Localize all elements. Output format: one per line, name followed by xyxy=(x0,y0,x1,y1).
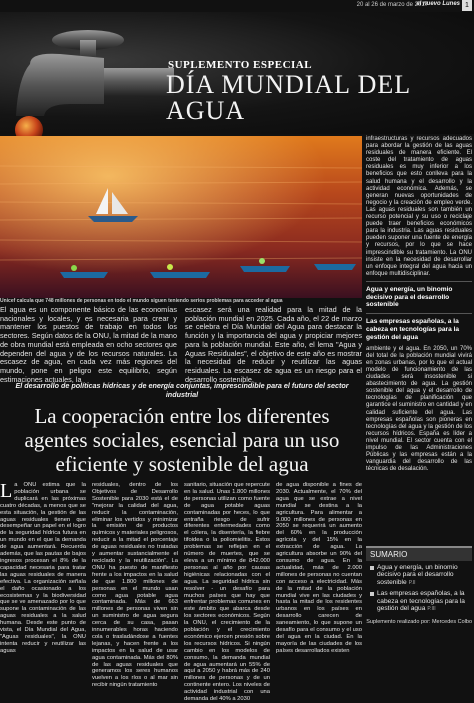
summary-item-page: P.II xyxy=(408,579,416,586)
lead-paragraph xyxy=(0,306,362,382)
supplement-credit: Suplemento realizado por: Mercedes Colbo xyxy=(366,619,472,626)
summary-item[interactable] xyxy=(370,590,472,613)
divider xyxy=(366,281,472,282)
lead-photo xyxy=(0,136,362,298)
body-column-2: residuales, dentro de los Objetivos de Desarrollo Sostenible para 2030 está el de "mejorar la calidad del agua, reducir la contaminación, eliminar los vertidos y minimizar la emisión de productos químicos y materiales peligrosos, reducir a la mitad el porcentaje de aguas residuales no tratadas y aumentar sustancialmente el reciclado y la reutilización". La ONU ha puesto de manifiesto frente a los impactos en la salud de que 1.800 millones de personas en el mundo usan como agua potable agua contaminada. Más de 663 millones de personas viven sin un suministro de agua segura cerca de su casa, pasan innumerables horas haciendo cola o trasladándose a fuentes lejanas, y hacen frente a los impactos en la salud de usar agua contaminada. Más del 80% de las aguas residuales que generamos los seres humanos vuelven a los ríos o al mar sin recibir ningún tratamiento xyxy=(92,482,178,689)
body-column-1 xyxy=(0,482,86,668)
article-headline: La cooperación entre los diferentes agentes sociales, esencial para un uso eficiente y sostenible del agua xyxy=(24,404,340,476)
summary-item[interactable] xyxy=(370,564,472,587)
summary-item-text: Las empresas españolas, a la cabeza en tecnologías para la gestión del agua xyxy=(377,590,465,613)
body-column-4: de agua disponible a fines de 2030. Actualmente, el 70% del agua que se extrae a nivel mundial se destina a la agricultura. Para alimentar a 9.000 millones de personas en 2050 se requerirá un aumento del 60% en la producción agrícola y del 15% en la extracción de agua. La agricultura absorbe un 90% del consumo de agua. En la actualidad, más de 2.000 millones de personas no cuentan con acceso a electricidad. Más de la mitad de la población mundial vive en las ciudades y hasta la mitad de los residentes urbanos en los países en desarrollo carecen de saneamiento, lo que supone un desafío para el consumo y el uso del agua en la ciudad. En la mayoría de las ciudades de los países desarrollados existen xyxy=(276,482,362,654)
river-boats-photo xyxy=(0,136,362,298)
page-title: DÍA MUNDIAL DEL AGUA xyxy=(166,70,411,125)
divider xyxy=(366,313,472,314)
sidebar-text-1: infraestructuras y recursos adecuados para abordar la gestión de las aguas residuales de manera eficiente. El coste del tratamiento de aguas residuales es muy inferior a los beneficios que esto conlleva para la salud humana y el desarrollo y la actividad económica. Además, se generan nuevas oportunidades de negocio y la creación de empleo verde. Las aguas residuales son también un recurso potencial y su uso o reciclaje puede traer beneficios económicos para la industria. Las aguas residuales pueden suponer una fuente de energía y recursos, por lo que se hace imprescindible su tratamiento. La ONU insiste en la necesidad de desarrollar un enfoque integral del agua hacia un enfoque multidisciplinar. xyxy=(366,136,472,277)
supplement-label: SUPLEMENTO ESPECIAL xyxy=(168,59,313,71)
body-column-1-text: a ONU estima que la población urbana se duplicará en las próximas cuatro décadas, a menos que se esta situación, la gestión de las aguas residuales tienen que desempeñar un papel en el logro de la seguridad hídrica futura en un mundo en el que la demanda de agua aumentará. Recuerda además, que las pautas de bajos ingresos procesan el 8% de la capacidad necesaria para tratar las aguas residuales de manera efectiva. La organización señala el daño ocasionado a los ecosistemas y la biodiversidad que se ve amenazado por lo que supone la contaminación de las aguas residuales a la salud humana. Desde este punto de vista, el Día Mundial del Agua, "Aguas residuales", la ONU intenta reducir y reutilizar las aguas xyxy=(0,482,86,654)
sidebar-column xyxy=(366,136,472,473)
sidebar-heading-energy: Agua y energía, un binomio decisivo para el desarrollo sostenible xyxy=(366,285,453,309)
article-subheading: El desarrollo de políticas hídricas y de energía conjuntas, imprescindible para el futuro del sector industrial xyxy=(15,381,349,399)
body-column-3: sanitario, situación que repercute en la salud. Unas 1.800 millones de personas utilizan como fuente de agua potable aguas contaminadas por heces, lo que entraña riesgo de sufrir diferentes enfermedades como el cólera, la disentería, la fiebre tifoidea o la poliomielitis. Estos problemas se reflejan en el número de muertes, que se eleva a un mínimo de 842.000 personas al año por causas higiénicas relacionadas con el agua. La seguridad hídrica sin resolver - un desafío para muchos países que hay que enfrentar problemas comunes en este ámbito que abarca desde los sectores económicos. Según la ONU, el crecimiento de la población y el crecimiento económico ejercen presión sobre los recursos hídricos. Si ningún cambio en los modelos de consumo, la demanda mundial de agua aumentará un 55% de aquí a 2050 y habrá más de 240 millones de personas y de un continente entero. Los niveles de actividad industrial con una demanda del 40% a 2030 xyxy=(184,482,270,703)
drop-cap: L xyxy=(0,480,13,502)
article-body xyxy=(0,480,362,703)
summary-box xyxy=(366,546,472,666)
top-bar xyxy=(0,0,474,12)
bullet-icon xyxy=(370,592,374,596)
summary-item-page: P.III xyxy=(427,606,436,613)
photo-caption: Unicef calcula que 748 millones de personas en todo el mundo siguen teniendo serios problemas para acceder al agua xyxy=(0,298,283,304)
issue-date: 20 al 26 de marzo de 2017 xyxy=(356,2,428,8)
summary-title: SUMARIO xyxy=(366,546,472,561)
sidebar-heading-companies: Las empresas españolas, a la cabeza en tecnologías para la gestión del agua xyxy=(366,318,460,341)
lead-column-2: escasez será una realidad para la mitad de la población mundial en 2025. Cada año, el 22 de marzo se celebra el Día Mundial del Agua para destacar la función y la importancia del agua y propiciar mejores para la población mundial. Este año, el lema "Agua y Aguas Residuales", el objetivo de este año es mostrar la necesidad de reducir y reutilizar las aguas residuales. La escasez de agua es un riesgo para el desarrollo sostenible. xyxy=(185,305,362,384)
sidebar-text-2: ambiente y el agua. En 2050, un 70% del total de la población mundial vivirá en zonas urbanas, por lo que el actual modelo de funcionamiento de las ciudades será insostenible si abastecimiento de agua. La gestión sostenible del agua y el desarrollo de tecnologías de planificación que garantice el suministro en cantidad y en calidad suficiente del agua. Las empresas españolas son pioneras en tecnologías del agua y la gestión de los recursos hídricos. España es líder a nivel mundial. El sector cuenta con el impulso de las Administraciones Públicas y las empresas están a la vanguardia del desarrollo de las técnicas de desalación. xyxy=(366,345,472,473)
supplement-header xyxy=(0,12,474,134)
bullet-icon xyxy=(370,566,374,570)
summary-item-text: Agua y energía, un binomio decisivo para el desarrollo sostenible xyxy=(377,564,458,586)
publication-logo: el nuevo Lunes xyxy=(416,1,460,7)
page-number: 1 xyxy=(462,0,472,11)
lead-column-1: El agua es un componente básico de las economías nacionales y locales, y es necesaria para crear y mantener los puestos de trabajo en todos los sectores. Según datos de la ONU, la mitad de la mano de obra mundial está empleada en ocho sectores que dependen del agua y de los recursos naturales. La escasez de agua, en cada vez más regiones del mundo, pone en peligro este equilibrio, según estimaciones actuales, la xyxy=(0,305,177,384)
